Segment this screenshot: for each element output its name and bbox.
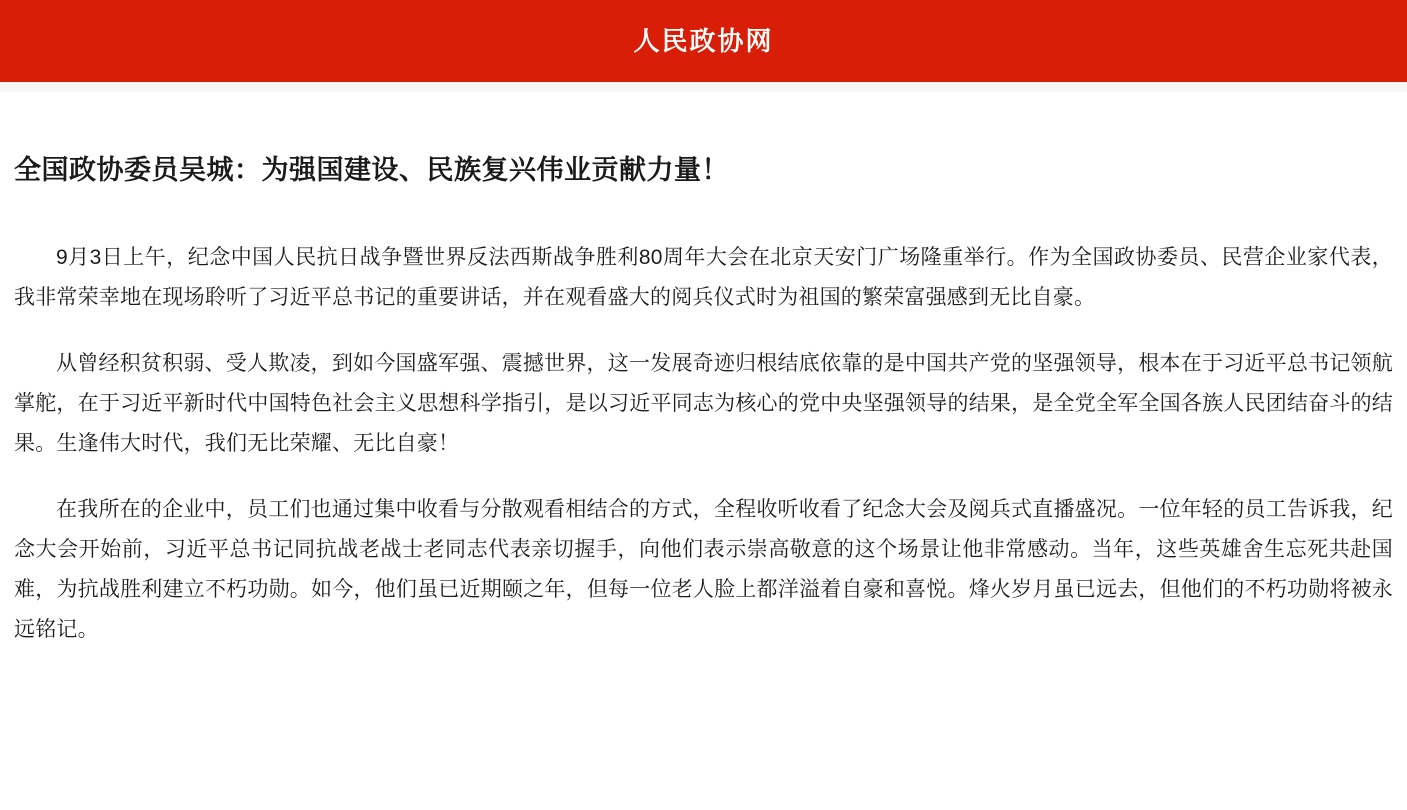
- article-paragraph: 在我所在的企业中，员工们也通过集中收看与分散观看相结合的方式，全程收听收看了纪念大会及阅兵式直播盛况。一位年轻的员工告诉我，纪念大会开始前，习近平总书记同抗战老战士老同志代表亲切握手，向他们表示崇高敬意的这个场景让他非常感动。当年，这些英雄舍生忘死共赴国难，为抗战胜利建立不朽功勋。如今，他们虽已近期颐之年，但每一位老人脸上都洋溢着自豪和喜悦。烽火岁月虽已远去，但他们的不朽功勋将被永远铭记。: [14, 497, 1393, 641]
- article-body: [10, 190, 1397, 650]
- site-header: [0, 0, 1407, 82]
- site-title: 人民政协网: [633, 26, 774, 56]
- article-container: [0, 92, 1407, 650]
- article-paragraph: 从曾经积贫积弱、受人欺凌，到如今国盛军强、震撼世界，这一发展奇迹归根结底依靠的是中国共产党的坚强领导，根本在于习近平总书记领航掌舵，在于习近平新时代中国特色社会主义思想科学指引，是以习近平同志为核心的党中央坚强领导的结果，是全党全军全国各族人民团结奋斗的结果。生逢伟大时代，我们无比荣耀、无比自豪！: [14, 351, 1393, 455]
- header-divider: [0, 82, 1407, 92]
- article-title: 全国政协委员吴城：为强国建设、民族复兴伟业贡献力量！: [14, 155, 729, 185]
- article-paragraph: 9月3日上午，纪念中国人民抗日战争暨世界反法西斯战争胜利80周年大会在北京天安门广场隆重举行。作为全国政协委员、民营企业家代表，我非常荣幸地在现场聆听了习近平总书记的重要讲话，并在观看盛大的阅兵仪式时为祖国的繁荣富强感到无比自豪。: [14, 245, 1393, 309]
